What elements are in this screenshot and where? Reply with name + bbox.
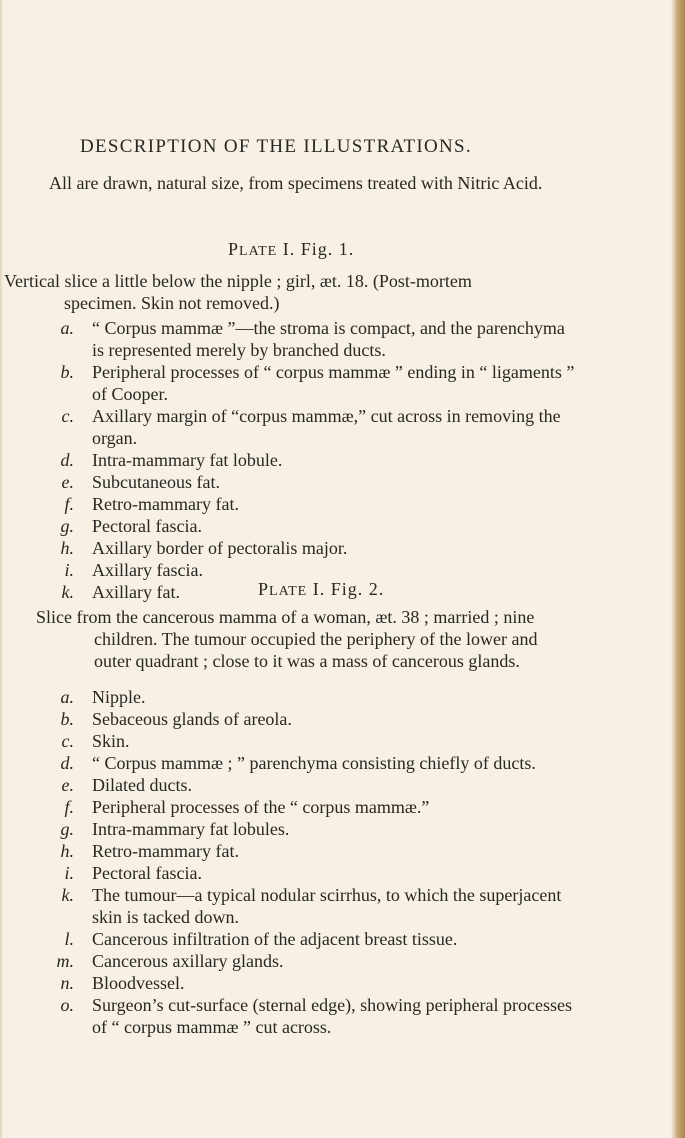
item-text: Cancerous infiltration of the adjacent breast tissue.: [92, 929, 458, 949]
list-item: [0, 818, 580, 840]
item-text: Nipple.: [92, 687, 146, 707]
item-letter: b.: [60, 362, 74, 382]
item-letter: a.: [60, 687, 74, 707]
list-item: [0, 796, 580, 818]
item-letter: h.: [60, 841, 74, 861]
item-letter: d.: [60, 450, 74, 470]
item-letter: g.: [60, 516, 74, 536]
item-letter: i.: [64, 560, 74, 580]
item-text: Axillary margin of “corpus mammæ,” cut across in removing the organ.: [92, 406, 561, 448]
item-text: Retro-mammary fat.: [92, 841, 239, 861]
list-item: [0, 559, 580, 581]
list-item: [0, 752, 580, 774]
plate-1-heading: [228, 239, 354, 260]
plate-1-heading-suffix: I. Fig. 1.: [277, 239, 355, 259]
list-item: [0, 884, 580, 928]
item-letter: i.: [64, 863, 74, 883]
list-item: [0, 840, 580, 862]
item-letter: f.: [64, 494, 74, 514]
list-item: [0, 708, 580, 730]
item-text: Peripheral processes of “ corpus mammæ ” ending in “ ligaments ” of Cooper.: [92, 362, 575, 404]
item-letter: k.: [61, 582, 74, 602]
item-letter: o.: [60, 995, 74, 1015]
item-letter: c.: [61, 406, 74, 426]
plate-1-legend-list: [0, 317, 600, 603]
item-letter: d.: [60, 753, 74, 773]
item-text: Surgeon’s cut-surface (sternal edge), showing peripheral processes of “ corpus mammæ ” cut across.: [92, 995, 573, 1037]
list-item: [0, 515, 580, 537]
item-text: Pectoral fascia.: [92, 516, 202, 536]
item-text: Dilated ducts.: [92, 775, 192, 795]
plate-1-heading-smallcaps: LATE: [239, 244, 278, 259]
plate-1-heading-prefix: P: [228, 239, 240, 259]
list-item: [0, 928, 580, 950]
list-item: [0, 317, 580, 361]
item-letter: n.: [60, 973, 74, 993]
item-text: Axillary border of pectoralis major.: [92, 538, 348, 558]
item-text: Subcutaneous fat.: [92, 472, 220, 492]
list-item: [0, 471, 580, 493]
list-item: [0, 972, 580, 994]
list-item: [0, 449, 580, 471]
item-letter: a.: [60, 318, 74, 338]
item-text: Pectoral fascia.: [92, 863, 202, 883]
plate-2-heading: [258, 579, 384, 600]
list-item: [0, 950, 580, 972]
item-letter: l.: [64, 929, 74, 949]
item-letter: k.: [61, 885, 74, 905]
plate-2-heading-smallcaps: LATE: [269, 584, 308, 599]
item-text: “ Corpus mammæ ”—the stroma is compact, and the parenchyma is represented merely by branched ducts.: [92, 318, 565, 360]
item-text: Retro-mammary fat.: [92, 494, 239, 514]
list-item: [0, 493, 580, 515]
list-item: [0, 537, 580, 559]
list-item: [0, 405, 580, 449]
plate-2-description: Slice from the cancerous mamma of a woman, æt. 38 ; married ; nine children. The tumour occupied the periphery of the lower and outer quadrant ; close to it was a mass of cancerous glands.: [36, 607, 538, 671]
page-title: DESCRIPTION OF THE ILLUSTRATIONS.: [80, 136, 472, 157]
item-text: The tumour—a typical nodular scirrhus, to which the superjacent skin is tacked down.: [92, 885, 562, 927]
item-letter: e.: [61, 472, 74, 492]
item-text: Intra-mammary fat lobule.: [92, 450, 283, 470]
plate-1-description: Vertical slice a little below the nipple ; girl, æt. 18. (Post-mortem specimen. Skin not removed.): [4, 271, 472, 313]
item-text: Axillary fat.: [92, 582, 180, 602]
item-text: Skin.: [92, 731, 130, 751]
list-item: [0, 774, 580, 796]
list-item: [0, 862, 580, 884]
item-text: Intra-mammary fat lobules.: [92, 819, 290, 839]
item-text: Bloodvessel.: [92, 973, 185, 993]
intro-paragraph: All are drawn, natural size, from specimens treated with Nitric Acid.: [49, 173, 543, 193]
item-letter: b.: [60, 709, 74, 729]
item-letter: h.: [60, 538, 74, 558]
plate-2-legend-list: [0, 686, 600, 1038]
list-item: [0, 361, 580, 405]
item-text: Peripheral processes of the “ corpus mammæ.”: [92, 797, 430, 817]
list-item: [0, 994, 580, 1038]
item-text: Sebaceous glands of areola.: [92, 709, 292, 729]
item-letter: g.: [60, 819, 74, 839]
plate-2-heading-prefix: P: [258, 579, 270, 599]
item-text: Axillary fascia.: [92, 560, 203, 580]
item-text: Cancerous axillary glands.: [92, 951, 284, 971]
plate-2-heading-suffix: I. Fig. 2.: [307, 579, 385, 599]
item-text: “ Corpus mammæ ; ” parenchyma consisting chiefly of ducts.: [92, 753, 536, 773]
item-letter: c.: [61, 731, 74, 751]
list-item: [0, 686, 580, 708]
item-letter: f.: [64, 797, 74, 817]
list-item: [0, 730, 580, 752]
item-letter: e.: [61, 775, 74, 795]
item-letter: m.: [56, 951, 74, 971]
